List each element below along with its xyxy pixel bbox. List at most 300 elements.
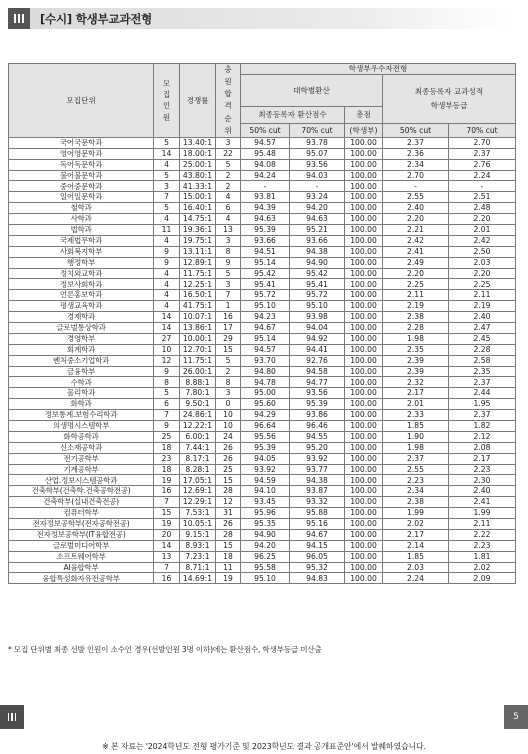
cell-rate: 24.86:1 [180, 410, 216, 421]
cell-conv-70: 93.56 [290, 159, 345, 170]
cell-rank: 17 [216, 322, 241, 333]
cell-grade-50: 1.98 [383, 333, 449, 344]
cell-conv-50: 93.92 [241, 464, 290, 475]
cell-dept: 일어일문학과 [9, 192, 154, 203]
cell-rate: 10.05:1 [180, 519, 216, 530]
cell-rate: 16.40:1 [180, 203, 216, 214]
cell-grade-70: 2.28 [449, 344, 516, 355]
cell-grade-70: 2.20 [449, 214, 516, 225]
cell-conv-70: 93.87 [290, 486, 345, 497]
cell-quota: 4 [154, 268, 180, 279]
header-group: 학생부우수자전형 [241, 64, 516, 75]
cell-grade-50: 2.17 [383, 388, 449, 399]
cell-quota: 5 [154, 170, 180, 181]
table-row [9, 508, 516, 519]
cell-grade-70: 2.03 [449, 257, 516, 268]
cell-conv-70: 93.32 [290, 497, 345, 508]
cell-quota: 4 [154, 159, 180, 170]
cell-rank: 3 [216, 279, 241, 290]
cell-conv-70: - [290, 181, 345, 192]
cell-dept: 화학과 [9, 399, 154, 410]
cell-grade-70: 2.19 [449, 301, 516, 312]
cell-grade-50: 2.24 [383, 573, 449, 584]
cell-conv-70: 95.20 [290, 442, 345, 453]
cell-grade-70: 2.22 [449, 529, 516, 540]
cell-grade-70: 2.58 [449, 355, 516, 366]
cell-conv-70: 94.03 [290, 170, 345, 181]
cell-dept: 전기공학부 [9, 453, 154, 464]
cell-total: 100.00 [345, 214, 383, 225]
cell-grade-70: 1.99 [449, 508, 516, 519]
cell-quota: 14 [154, 312, 180, 323]
cell-total: 100.00 [345, 301, 383, 312]
cell-conv-50: 95.42 [241, 268, 290, 279]
cell-total: 100.00 [345, 257, 383, 268]
cell-conv-70: 94.38 [290, 475, 345, 486]
cell-rate: 9.50:1 [180, 399, 216, 410]
cell-dept: 사회복지학부 [9, 246, 154, 257]
cell-grade-70: 1.81 [449, 551, 516, 562]
cell-rank: 3 [216, 137, 241, 148]
cell-conv-50: 95.39 [241, 442, 290, 453]
cell-grade-50: 2.20 [383, 214, 449, 225]
cell-dept: 법학과 [9, 224, 154, 235]
table-row [9, 519, 516, 530]
cell-rate: 6.00:1 [180, 431, 216, 442]
cell-conv-70: 94.41 [290, 344, 345, 355]
cell-grade-70: 2.42 [449, 235, 516, 246]
cell-rank: 5 [216, 268, 241, 279]
cell-quota: 19 [154, 475, 180, 486]
cell-grade-70: 2.01 [449, 224, 516, 235]
admission-results-table [8, 63, 516, 584]
cell-dept: 중어중문학과 [9, 181, 154, 192]
cell-grade-70: 2.09 [449, 573, 516, 584]
cell-quota: 16 [154, 573, 180, 584]
cell-rate: 11.75:1 [180, 355, 216, 366]
cell-total: 100.00 [345, 562, 383, 573]
cell-conv-50: 95.58 [241, 562, 290, 573]
cell-grade-50: 2.03 [383, 562, 449, 573]
table-row [9, 366, 516, 377]
cell-quota: 4 [154, 279, 180, 290]
cell-rate: 7.53:1 [180, 508, 216, 519]
cell-grade-50: 2.35 [383, 344, 449, 355]
cell-grade-50: 2.38 [383, 497, 449, 508]
cell-grade-50: 2.42 [383, 235, 449, 246]
cell-grade-50: 2.55 [383, 192, 449, 203]
cell-rank: 18 [216, 551, 241, 562]
header-grade: 최종등록자 교과성적 학생부등급 [383, 75, 516, 124]
cell-conv-70: 93.66 [290, 235, 345, 246]
cell-conv-70: 94.92 [290, 333, 345, 344]
cell-rate: 7.80:1 [180, 388, 216, 399]
cell-rank: 28 [216, 529, 241, 540]
source-note: ※ 본 자료는 '2024학년도 전형 평가기준 및 2023학년도 결과 공개표준안'에서 발췌하였습니다. [102, 742, 426, 751]
cell-rate: 16.50:1 [180, 290, 216, 301]
table-row [9, 486, 516, 497]
cell-quota: 9 [154, 246, 180, 257]
cell-quota: 7 [154, 497, 180, 508]
cell-rate: 10.07:1 [180, 312, 216, 323]
cell-rank: 15 [216, 540, 241, 551]
cell-rate: 14.75:1 [180, 214, 216, 225]
cell-conv-50: 94.23 [241, 312, 290, 323]
cell-rank: 26 [216, 442, 241, 453]
cell-rate: 43.80:1 [180, 170, 216, 181]
cell-conv-50: 94.29 [241, 410, 290, 421]
cell-rate: 8.28:1 [180, 464, 216, 475]
cell-dept: 언론홍보학과 [9, 290, 154, 301]
cell-conv-50: 95.60 [241, 399, 290, 410]
cell-grade-70: 2.11 [449, 519, 516, 530]
cell-conv-70: 96.46 [290, 421, 345, 432]
cell-conv-70: 94.55 [290, 431, 345, 442]
cell-grade-70: 2.20 [449, 268, 516, 279]
cell-rank: 10 [216, 421, 241, 432]
table-row [9, 431, 516, 442]
cell-quota: 18 [154, 442, 180, 453]
cell-dept: 전자정보공학부(IT융합전공) [9, 529, 154, 540]
header-total: 총점 [345, 106, 383, 123]
cell-dept: 행정학부 [9, 257, 154, 268]
cell-rank: 5 [216, 355, 241, 366]
cell-rate: 14.69:1 [180, 573, 216, 584]
table-row [9, 268, 516, 279]
cell-rank: 25 [216, 464, 241, 475]
cell-rank: 2 [216, 181, 241, 192]
cell-grade-50: 2.39 [383, 366, 449, 377]
cell-conv-50: 95.14 [241, 257, 290, 268]
cell-rank: 15 [216, 475, 241, 486]
cell-quota: 23 [154, 453, 180, 464]
header-conv-70: 70% cut [290, 123, 345, 137]
cell-total: 100.00 [345, 224, 383, 235]
cell-conv-70: 92.76 [290, 355, 345, 366]
table-row [9, 388, 516, 399]
cell-total: 100.00 [345, 410, 383, 421]
cell-conv-70: 94.15 [290, 540, 345, 551]
cell-rate: 19.36:1 [180, 224, 216, 235]
cell-dept: 경제학과 [9, 312, 154, 323]
cell-rate: 12.70:1 [180, 344, 216, 355]
cell-conv-70: 94.04 [290, 322, 345, 333]
cell-rank: 15 [216, 344, 241, 355]
cell-rate: 13.40:1 [180, 137, 216, 148]
table-row [9, 181, 516, 192]
table-row [9, 453, 516, 464]
cell-rate: 13.11:1 [180, 246, 216, 257]
cell-total: 100.00 [345, 159, 383, 170]
table-row [9, 551, 516, 562]
cell-grade-50: 2.20 [383, 268, 449, 279]
cell-total: 100.00 [345, 203, 383, 214]
cell-rate: 12.89:1 [180, 257, 216, 268]
cell-conv-50: 95.56 [241, 431, 290, 442]
cell-rank: 6 [216, 203, 241, 214]
cell-quota: 5 [154, 137, 180, 148]
cell-rank: 31 [216, 508, 241, 519]
cell-conv-50: 95.48 [241, 148, 290, 159]
cell-conv-50: 94.08 [241, 159, 290, 170]
cell-rate: 26.00:1 [180, 366, 216, 377]
cell-total: 100.00 [345, 170, 383, 181]
cell-grade-70: 2.08 [449, 442, 516, 453]
cell-quota: 6 [154, 399, 180, 410]
cell-rank: 2 [216, 170, 241, 181]
cell-conv-50: 93.81 [241, 192, 290, 203]
cell-conv-70: 95.07 [290, 148, 345, 159]
cell-total: 100.00 [345, 540, 383, 551]
cell-grade-70: 2.40 [449, 312, 516, 323]
cell-conv-70: 94.58 [290, 366, 345, 377]
cell-quota: 27 [154, 333, 180, 344]
cell-conv-70: 93.77 [290, 464, 345, 475]
cell-dept: 국어국문학과 [9, 137, 154, 148]
cell-grade-50: - [383, 181, 449, 192]
cell-total: 100.00 [345, 442, 383, 453]
cell-dept: 회계학과 [9, 344, 154, 355]
table-row [9, 562, 516, 573]
cell-conv-50: 95.72 [241, 290, 290, 301]
cell-rate: 25.00:1 [180, 159, 216, 170]
cell-conv-70: 93.92 [290, 453, 345, 464]
cell-grade-70: 2.23 [449, 464, 516, 475]
page-title: [수시] 학생부교과전형 [40, 11, 153, 26]
table-row [9, 399, 516, 410]
cell-total: 100.00 [345, 148, 383, 159]
header-rank: 충원합격순위 [216, 64, 241, 138]
cell-grade-50: 2.34 [383, 486, 449, 497]
cell-grade-70: 2.47 [449, 322, 516, 333]
cell-rank: 4 [216, 192, 241, 203]
cell-conv-50: - [241, 181, 290, 192]
cell-rank: 28 [216, 486, 241, 497]
cell-rank: 9 [216, 257, 241, 268]
cell-dept: 기계공학부 [9, 464, 154, 475]
cell-conv-50: 95.14 [241, 333, 290, 344]
table-row [9, 410, 516, 421]
cell-total: 100.00 [345, 246, 383, 257]
cell-grade-50: 1.85 [383, 421, 449, 432]
cell-conv-50: 94.80 [241, 366, 290, 377]
cell-grade-50: 2.49 [383, 257, 449, 268]
cell-grade-70: 2.23 [449, 540, 516, 551]
cell-total: 100.00 [345, 573, 383, 584]
cell-conv-70: 95.16 [290, 519, 345, 530]
cell-rank: 3 [216, 388, 241, 399]
cell-rank: 12 [216, 497, 241, 508]
cell-grade-50: 2.11 [383, 290, 449, 301]
cell-rate: 18.00:1 [180, 148, 216, 159]
cell-conv-50: 93.45 [241, 497, 290, 508]
cell-grade-70: 2.17 [449, 453, 516, 464]
cell-quota: 7 [154, 562, 180, 573]
cell-rank: 11 [216, 562, 241, 573]
table-row [9, 137, 516, 148]
cell-grade-50: 2.38 [383, 312, 449, 323]
header-grade-70: 70% cut [449, 123, 516, 137]
cell-total: 100.00 [345, 399, 383, 410]
cell-grade-50: 1.99 [383, 508, 449, 519]
cell-dept: 경영학부 [9, 333, 154, 344]
cell-quota: 10 [154, 344, 180, 355]
section-icon [8, 8, 30, 29]
cell-conv-50: 94.24 [241, 170, 290, 181]
cell-quota: 14 [154, 322, 180, 333]
cell-total: 100.00 [345, 497, 383, 508]
cell-grade-70: 2.25 [449, 279, 516, 290]
header-conv-50: 50% cut [241, 123, 290, 137]
cell-grade-70: 2.24 [449, 170, 516, 181]
cell-quota: 5 [154, 203, 180, 214]
cell-quota: 8 [154, 377, 180, 388]
cell-rate: 7.44:1 [180, 442, 216, 453]
cell-conv-50: 95.35 [241, 519, 290, 530]
cell-dept: 글로벌미디어학부 [9, 540, 154, 551]
cell-dept: 건축학부(실내건축전공) [9, 497, 154, 508]
cell-rate: 12.29:1 [180, 497, 216, 508]
table-row [9, 246, 516, 257]
cell-rank: 26 [216, 519, 241, 530]
cell-rate: 11.75:1 [180, 268, 216, 279]
cell-total: 100.00 [345, 377, 383, 388]
cell-grade-50: 2.34 [383, 159, 449, 170]
cell-grade-70: 2.35 [449, 366, 516, 377]
table-row [9, 421, 516, 432]
cell-quota: 3 [154, 181, 180, 192]
table-row [9, 573, 516, 584]
cell-total: 100.00 [345, 388, 383, 399]
cell-conv-50: 94.39 [241, 203, 290, 214]
cell-conv-70: 95.42 [290, 268, 345, 279]
cell-conv-50: 94.10 [241, 486, 290, 497]
cell-conv-70: 93.24 [290, 192, 345, 203]
cell-grade-50: 2.14 [383, 540, 449, 551]
cell-grade-50: 2.37 [383, 137, 449, 148]
cell-conv-50: 94.59 [241, 475, 290, 486]
table-row [9, 442, 516, 453]
cell-rate: 19.75:1 [180, 235, 216, 246]
cell-conv-50: 95.41 [241, 279, 290, 290]
header-rate: 경쟁률 [180, 64, 216, 138]
cell-conv-70: 94.77 [290, 377, 345, 388]
cell-grade-50: 2.32 [383, 377, 449, 388]
cell-total: 100.00 [345, 333, 383, 344]
header-univ: 대학별환산 [241, 75, 383, 107]
table-row [9, 159, 516, 170]
cell-total: 100.00 [345, 355, 383, 366]
cell-conv-70: 93.98 [290, 312, 345, 323]
table-row [9, 170, 516, 181]
cell-dept: 금융학부 [9, 366, 154, 377]
table-row [9, 290, 516, 301]
cell-conv-70: 96.05 [290, 551, 345, 562]
cell-total: 100.00 [345, 290, 383, 301]
cell-dept: 국제법무학과 [9, 235, 154, 246]
table-row [9, 355, 516, 366]
cell-grade-50: 2.36 [383, 148, 449, 159]
cell-grade-70: 2.37 [449, 377, 516, 388]
cell-conv-70: 94.20 [290, 203, 345, 214]
cell-grade-70: 2.44 [449, 388, 516, 399]
cell-grade-70: 2.40 [449, 486, 516, 497]
cell-rate: 13.86:1 [180, 322, 216, 333]
cell-rate: 10.00:1 [180, 333, 216, 344]
cell-dept: 사학과 [9, 214, 154, 225]
header-total-sub: (학생부) [345, 123, 383, 137]
cell-rank: 29 [216, 333, 241, 344]
header-quota: 모집인원 [154, 64, 180, 138]
cell-conv-70: 95.21 [290, 224, 345, 235]
cell-dept: 정치외교학과 [9, 268, 154, 279]
cell-rank: 22 [216, 148, 241, 159]
cell-grade-50: 2.40 [383, 203, 449, 214]
cell-conv-70: 93.78 [290, 137, 345, 148]
cell-grade-70: - [449, 181, 516, 192]
cell-rate: 7.23:1 [180, 551, 216, 562]
cell-dept: 신소재공학과 [9, 442, 154, 453]
cell-conv-70: 94.90 [290, 257, 345, 268]
cell-grade-70: 2.37 [449, 148, 516, 159]
cell-conv-70: 94.67 [290, 529, 345, 540]
table-row [9, 312, 516, 323]
table-row [9, 301, 516, 312]
cell-conv-50: 95.10 [241, 573, 290, 584]
cell-rank: 10 [216, 410, 241, 421]
cell-grade-50: 1.90 [383, 431, 449, 442]
cell-dept: 소프트웨어학부 [9, 551, 154, 562]
cell-grade-50: 1.98 [383, 442, 449, 453]
cell-total: 100.00 [345, 312, 383, 323]
cell-total: 100.00 [345, 508, 383, 519]
cell-rate: 15.00:1 [180, 192, 216, 203]
table-row [9, 148, 516, 159]
table-row [9, 464, 516, 475]
cell-quota: 7 [154, 410, 180, 421]
cell-dept: 철학과 [9, 203, 154, 214]
cell-total: 100.00 [345, 486, 383, 497]
cell-conv-50: 94.63 [241, 214, 290, 225]
cell-conv-50: 93.66 [241, 235, 290, 246]
cell-conv-50: 94.67 [241, 322, 290, 333]
cell-total: 100.00 [345, 322, 383, 333]
cell-grade-50: 2.55 [383, 464, 449, 475]
cell-quota: 11 [154, 224, 180, 235]
cell-quota: 4 [154, 301, 180, 312]
cell-dept: AI융합학부 [9, 562, 154, 573]
cell-grade-70: 2.11 [449, 290, 516, 301]
table-row [9, 224, 516, 235]
table-row [9, 540, 516, 551]
cell-grade-50: 2.37 [383, 453, 449, 464]
cell-quota: 12 [154, 355, 180, 366]
cell-grade-50: 2.23 [383, 475, 449, 486]
header-conv: 최종등록자 환산점수 [241, 106, 345, 123]
table-row [9, 235, 516, 246]
cell-dept: 정보통계.보험수리학과 [9, 410, 154, 421]
table-row [9, 475, 516, 486]
cell-dept: 컴퓨터학부 [9, 508, 154, 519]
cell-quota: 9 [154, 366, 180, 377]
cell-grade-70: 2.70 [449, 137, 516, 148]
cell-grade-70: 2.02 [449, 562, 516, 573]
table-row [9, 203, 516, 214]
page-number: 5 [504, 705, 528, 729]
cell-rank: 1 [216, 301, 241, 312]
cell-grade-50: 2.02 [383, 519, 449, 530]
cell-conv-70: 94.83 [290, 573, 345, 584]
